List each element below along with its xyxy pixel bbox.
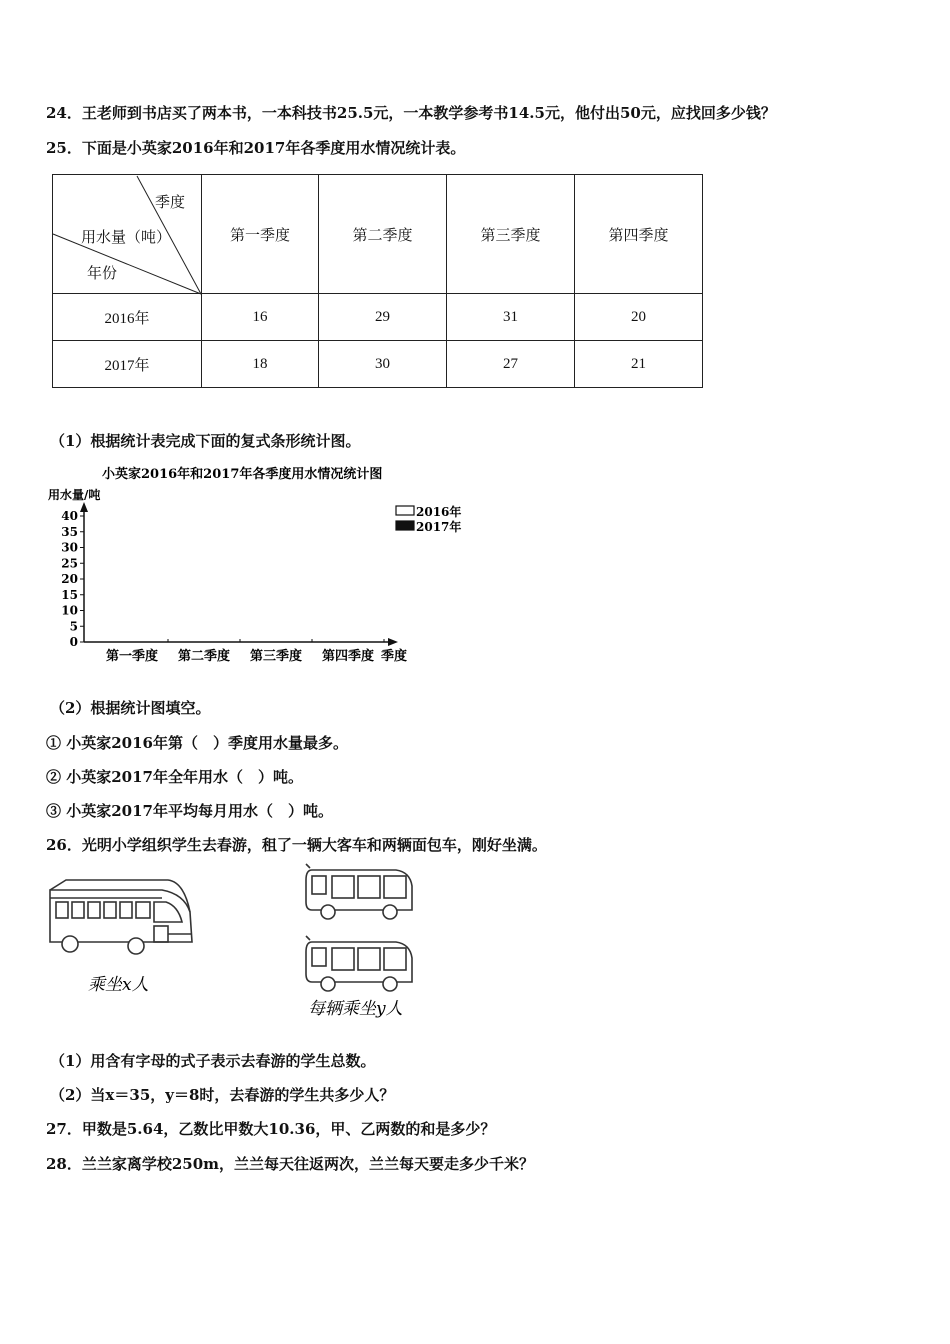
row-year: 2017年 (53, 341, 202, 388)
y-tick-label: 35 (61, 524, 78, 539)
water-usage-table (52, 174, 703, 388)
x-category-label: 第一季度 (105, 649, 159, 664)
header-q2: 第二季度 (319, 175, 447, 294)
question-28: 28．兰兰家离学校250m，兰兰每天往返两次，兰兰每天要走多少千米？ (46, 1155, 535, 1173)
cell-value: 16 (202, 294, 319, 341)
header-q1: 第一季度 (202, 175, 319, 294)
chart-title: 小英家2016年和2017年各季度用水情况统计图 (102, 467, 383, 482)
x-category-label: 第三季度 (249, 649, 303, 664)
y-tick-label: 30 (61, 540, 78, 555)
legend-2017-swatch (396, 521, 414, 530)
chart-xlabel: 季度 (381, 649, 408, 664)
y-tick-label: 0 (69, 635, 78, 649)
bar-chart (44, 462, 462, 667)
question-24: 24．王老师到书店买了两本书，一本科技书25.5元，一本教学参考书14.5元，他付出50元，应找回多少钱？ (46, 104, 776, 122)
question-25-2: （2）根据统计图填空。 (50, 699, 211, 717)
row-year: 2016年 (53, 294, 202, 341)
cell-value: 20 (575, 294, 703, 341)
table-row (53, 294, 703, 341)
legend-2016-label: 2016年 (416, 505, 462, 519)
legend-2016-swatch (396, 506, 414, 515)
question-25-2-a: ① 小英家2016年第（ ）季度用水量最多。 (46, 734, 348, 752)
cell-value: 29 (319, 294, 447, 341)
table-diagonal-header (53, 175, 202, 294)
chart-ylabel: 用水量/吨 (48, 488, 101, 502)
van-top-icon (306, 864, 412, 919)
table-row (53, 341, 703, 388)
header-q3: 第三季度 (447, 175, 575, 294)
y-axis-ticks (61, 509, 84, 649)
question-26-1: （1）用含有字母的式子表示去春游的学生总数。 (50, 1052, 376, 1070)
cell-value: 27 (447, 341, 575, 388)
y-tick-label: 5 (69, 619, 78, 634)
header-q4: 第四季度 (575, 175, 703, 294)
van-illustration (300, 862, 425, 1022)
question-26-2: （2）当x＝35，y＝8时，去春游的学生共多少人？ (50, 1086, 395, 1104)
question-26: 26．光明小学组织学生去春游，租了一辆大客车和两辆面包车，刚好坐满。 (46, 836, 547, 854)
cell-value: 21 (575, 341, 703, 388)
header-year: 年份 (87, 265, 118, 282)
x-category-label: 第二季度 (177, 649, 231, 664)
header-usage: 用水量（吨） (81, 229, 172, 246)
bus-illustration (44, 876, 204, 1001)
cell-value: 31 (447, 294, 575, 341)
y-axis-arrow (80, 502, 88, 512)
van-bottom-icon (306, 936, 412, 991)
cell-value: 18 (202, 341, 319, 388)
y-tick-label: 40 (61, 509, 78, 523)
van-caption: 每辆乘坐y人 (308, 999, 403, 1019)
question-25-2-b: ② 小英家2017年全年用水（ ）吨。 (46, 768, 303, 786)
bus-caption: 乘坐x人 (88, 975, 149, 995)
question-27: 27．甲数是5.64，乙数比甲数大10.36，甲、乙两数的和是多少？ (46, 1120, 496, 1138)
y-tick-label: 15 (61, 587, 78, 602)
question-25: 25．下面是小英家2016年和2017年各季度用水情况统计表。 (46, 139, 466, 157)
x-axis-arrow (388, 638, 398, 646)
legend-2017-label: 2017年 (416, 520, 462, 534)
y-tick-label: 10 (61, 603, 78, 618)
question-25-1: （1）根据统计表完成下面的复式条形统计图。 (50, 432, 361, 450)
y-tick-label: 20 (61, 572, 78, 586)
cell-value: 30 (319, 341, 447, 388)
header-quarter: 季度 (155, 194, 186, 211)
x-category-label: 第四季度 (321, 649, 375, 664)
y-tick-label: 25 (61, 556, 78, 571)
question-25-2-c: ③ 小英家2017年平均每月用水（ ）吨。 (46, 802, 333, 820)
